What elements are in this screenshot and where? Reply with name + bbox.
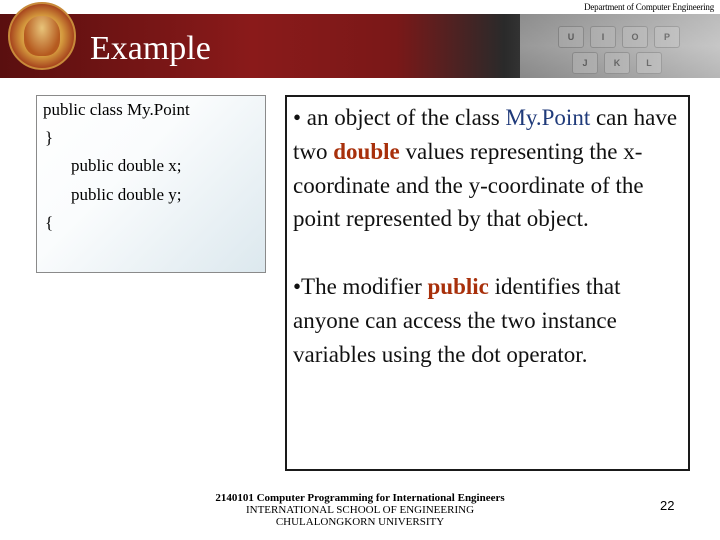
header-banner xyxy=(0,0,720,78)
seal-emblem xyxy=(24,16,60,56)
footer-course: 2140101 Computer Programming for International Engineers xyxy=(215,492,505,504)
p1-text-a: • an object of the class xyxy=(293,105,506,130)
p1-double-keyword: double xyxy=(333,138,400,164)
code-line-3: public double x; xyxy=(71,156,182,175)
slide-title: Example xyxy=(90,30,211,67)
code-line-4: public double y; xyxy=(71,185,182,204)
key-p: P xyxy=(654,26,680,48)
paragraph-2 xyxy=(293,270,689,371)
code-line-1: public class My.Point xyxy=(43,100,190,119)
key-k: K xyxy=(604,52,630,74)
code-line-5: { xyxy=(45,213,54,232)
p2-public-keyword: public xyxy=(427,274,489,299)
p1-text-b: can have two xyxy=(293,105,678,164)
department-label: Department of Computer Engineering xyxy=(584,2,714,12)
footer-school: INTERNATIONAL SCHOOL OF ENGINEERING xyxy=(245,504,475,516)
university-seal-icon xyxy=(8,2,76,70)
key-u: U xyxy=(558,26,584,48)
keyboard-background-image xyxy=(520,14,720,78)
key-o: O xyxy=(622,26,648,48)
explanation-box xyxy=(285,95,690,471)
paragraph-1 xyxy=(293,101,689,236)
p1-class-name: My.Point xyxy=(505,105,591,130)
page-number: 22 xyxy=(660,498,675,513)
p2-text-b: identifies that anyone can access the two instance variables using the dot operator. xyxy=(293,274,621,367)
footer xyxy=(150,492,570,528)
key-j: J xyxy=(572,52,598,74)
key-l: L xyxy=(636,52,662,74)
key-i: I xyxy=(590,26,616,48)
code-box xyxy=(36,95,266,273)
p1-text-c: values representing the x-coordinate and the y-coordinate of the point represented by that object. xyxy=(293,138,644,232)
p2-text-a: •The modifier xyxy=(293,274,428,299)
code-line-2: } xyxy=(45,128,54,147)
footer-university: CHULALONGKORN UNIVERSITY xyxy=(275,516,445,528)
